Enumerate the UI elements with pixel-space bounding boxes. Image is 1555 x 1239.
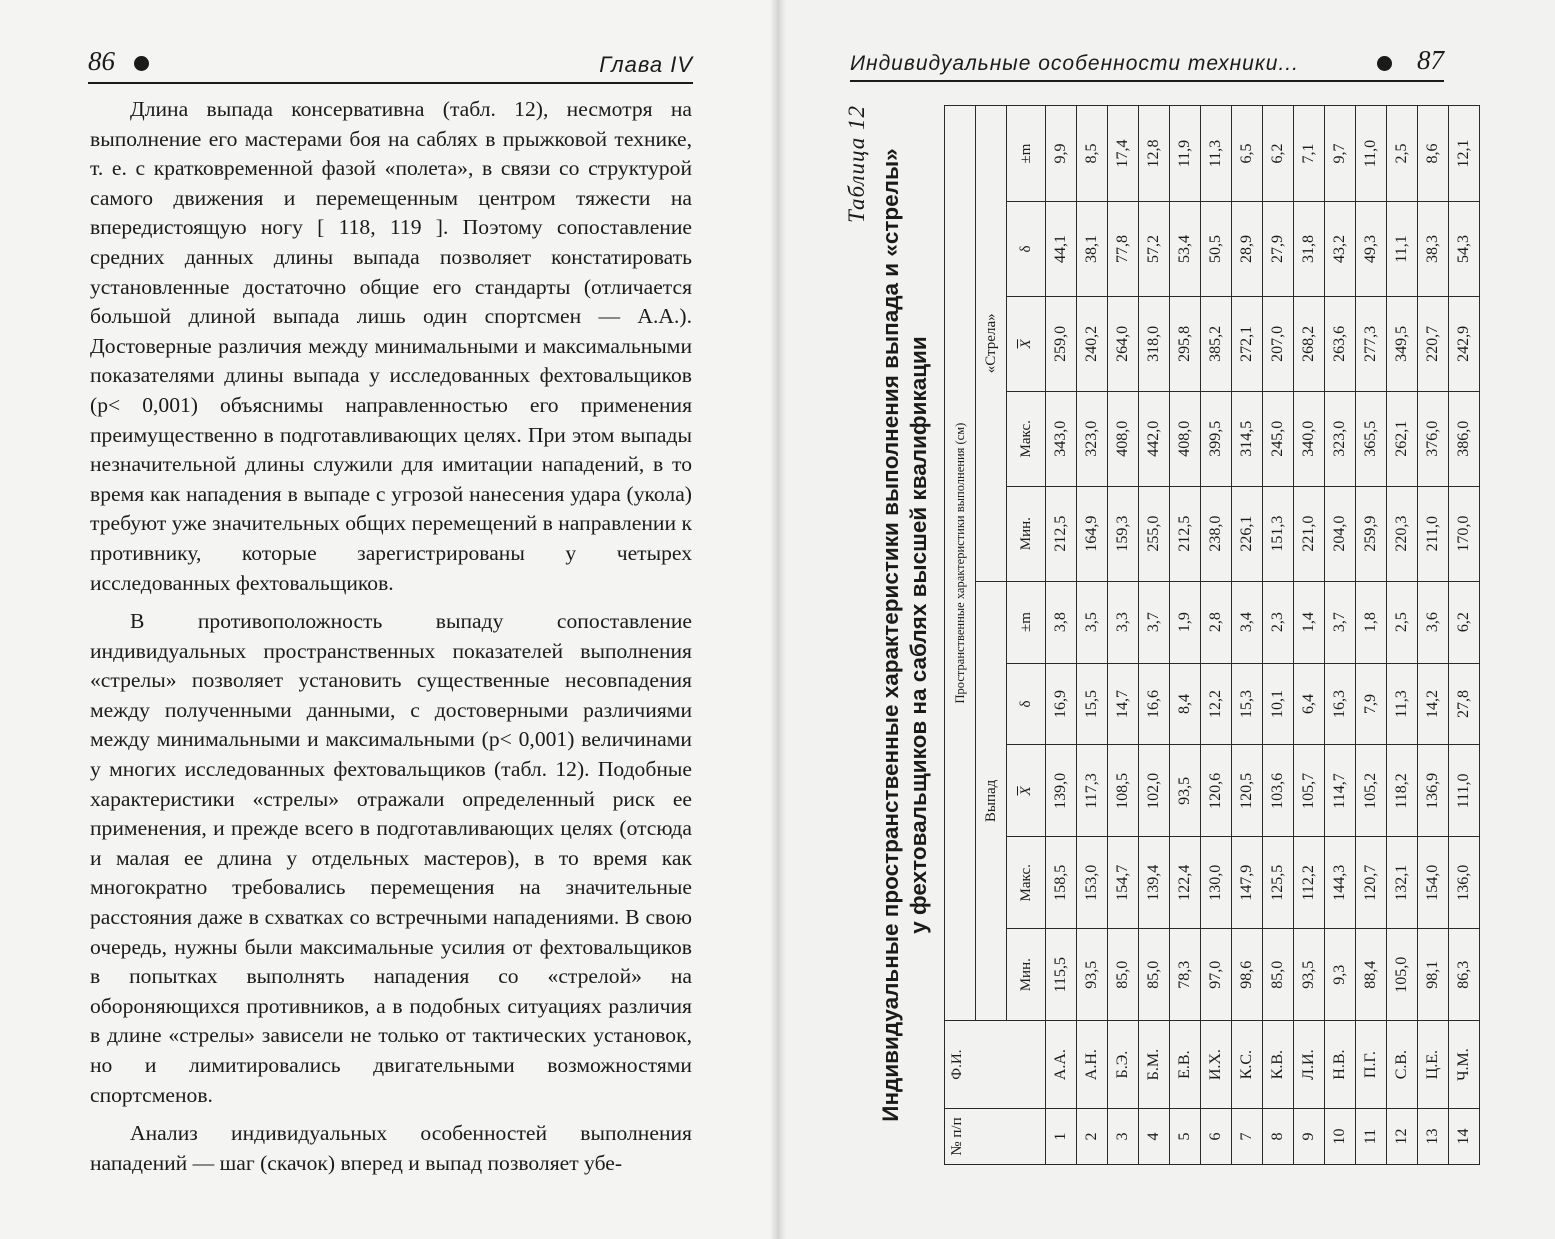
table-cell: 399,5: [1201, 391, 1232, 486]
table-cell: 97,0: [1201, 929, 1232, 1021]
table-cell: А.А.: [1046, 1021, 1077, 1109]
table-cell: 6,4: [1294, 663, 1325, 745]
table-cell: Ц.Е.: [1418, 1021, 1449, 1109]
table-cell: 15,5: [1077, 663, 1108, 745]
table-cell: 10,1: [1263, 663, 1294, 745]
table-title-line-2: у фехтовальщиков на саблях высшей квалификации: [906, 336, 931, 934]
header-lunge-mean: $\overline{X}$: [1007, 745, 1046, 837]
table-caption: Таблица 12: [844, 105, 869, 224]
table-cell: 7,9: [1356, 663, 1387, 745]
table-cell: 1,4: [1294, 581, 1325, 663]
table-row: [1077, 106, 1108, 1165]
table-cell: 245,0: [1263, 391, 1294, 486]
table-cell: 50,5: [1201, 202, 1232, 297]
table-cell: 86,3: [1449, 929, 1480, 1021]
table-cell: 255,0: [1139, 486, 1170, 581]
table-cell: 442,0: [1139, 391, 1170, 486]
table-cell: 144,3: [1325, 837, 1356, 929]
table-row: [1139, 106, 1170, 1165]
book-gutter: [770, 0, 786, 1239]
table-cell: 6,2: [1263, 106, 1294, 202]
table-cell: 349,5: [1387, 296, 1418, 391]
header-lunge-sd: δ: [1007, 663, 1046, 745]
table-cell: Б.М.: [1139, 1021, 1170, 1109]
table-row: [1232, 106, 1263, 1165]
table-cell: 9,3: [1325, 929, 1356, 1021]
table-cell: С.В.: [1387, 1021, 1418, 1109]
table-cell: 2: [1077, 1109, 1108, 1165]
table-cell: 8: [1263, 1109, 1294, 1165]
table-cell: 11,3: [1201, 106, 1232, 202]
table-cell: 3,5: [1077, 581, 1108, 663]
table-cell: 3,3: [1108, 581, 1139, 663]
table-row: [1108, 106, 1139, 1165]
header-name: Ф.И.: [945, 1021, 1046, 1109]
table-cell: 117,3: [1077, 745, 1108, 837]
table-cell: 3,7: [1139, 581, 1170, 663]
table-cell: 262,1: [1387, 391, 1418, 486]
table-row: [1294, 106, 1325, 1165]
table-cell: 125,5: [1263, 837, 1294, 929]
table-cell: 204,0: [1325, 486, 1356, 581]
table-cell: 98,6: [1232, 929, 1263, 1021]
table-cell: 112,2: [1294, 837, 1325, 929]
table-cell: 259,9: [1356, 486, 1387, 581]
table-cell: 93,5: [1170, 745, 1201, 837]
chapter-title: Глава IV: [599, 52, 693, 77]
table-cell: 318,0: [1139, 296, 1170, 391]
table-cell: Б.Э.: [1108, 1021, 1139, 1109]
data-table: [944, 105, 1480, 1165]
table-cell: 103,6: [1263, 745, 1294, 837]
table-cell: 38,1: [1077, 202, 1108, 297]
table-cell: 9: [1294, 1109, 1325, 1165]
body-text: [90, 95, 692, 1187]
table-cell: 7,1: [1294, 106, 1325, 202]
table-cell: Н.В.: [1325, 1021, 1356, 1109]
table-cell: 159,3: [1108, 486, 1139, 581]
table-cell: 264,0: [1108, 296, 1139, 391]
table-cell: 139,4: [1139, 837, 1170, 929]
table-cell: Ч.М.: [1449, 1021, 1480, 1109]
bullet-icon: [1377, 56, 1392, 71]
table-cell: 10: [1325, 1109, 1356, 1165]
table-cell: Л.И.: [1294, 1021, 1325, 1109]
table-cell: 154,0: [1418, 837, 1449, 929]
table-cell: 314,5: [1232, 391, 1263, 486]
table-cell: 207,0: [1263, 296, 1294, 391]
table-cell: 6: [1201, 1109, 1232, 1165]
table-cell: 11: [1356, 1109, 1387, 1165]
table-cell: 323,0: [1325, 391, 1356, 486]
table-cell: 220,3: [1387, 486, 1418, 581]
table-cell: 130,0: [1201, 837, 1232, 929]
table-cell: 259,0: [1046, 296, 1077, 391]
table-cell: 105,7: [1294, 745, 1325, 837]
table-cell: 212,5: [1046, 486, 1077, 581]
table-cell: 16,9: [1046, 663, 1077, 745]
table-cell: Е.В.: [1170, 1021, 1201, 1109]
table-cell: 220,7: [1418, 296, 1449, 391]
table-cell: 132,1: [1387, 837, 1418, 929]
table-cell: 12: [1387, 1109, 1418, 1165]
table-row: [1449, 106, 1480, 1165]
table-cell: 408,0: [1170, 391, 1201, 486]
table-cell: 238,0: [1201, 486, 1232, 581]
header-arrow-min: Мин.: [1007, 486, 1046, 581]
table-cell: 11,9: [1170, 106, 1201, 202]
table-cell: 105,2: [1356, 745, 1387, 837]
header-arrow-mean: $\overline{X}$: [1007, 296, 1046, 391]
table-cell: 9,9: [1046, 106, 1077, 202]
table-cell: 1: [1046, 1109, 1077, 1165]
table-cell: 120,5: [1232, 745, 1263, 837]
table-cell: 226,1: [1232, 486, 1263, 581]
table-cell: 11,1: [1387, 202, 1418, 297]
running-head: Индивидуальные особенности техники...: [850, 52, 1299, 75]
header-arrow-sd: δ: [1007, 202, 1046, 297]
table-cell: 120,6: [1201, 745, 1232, 837]
left-page-number: 86: [88, 46, 115, 76]
table-cell: 295,8: [1170, 296, 1201, 391]
table-cell: 111,0: [1449, 745, 1480, 837]
table-cell: 6,2: [1449, 581, 1480, 663]
table-cell: 6,5: [1232, 106, 1263, 202]
table-title: [877, 105, 933, 1165]
table-row: [1263, 106, 1294, 1165]
table-cell: 8,5: [1077, 106, 1108, 202]
table-cell: 386,0: [1449, 391, 1480, 486]
table-cell: 8,6: [1418, 106, 1449, 202]
table-cell: 11,3: [1387, 663, 1418, 745]
table-cell: 221,0: [1294, 486, 1325, 581]
table-cell: 158,5: [1046, 837, 1077, 929]
table-cell: 14,7: [1108, 663, 1139, 745]
table-cell: А.Н.: [1077, 1021, 1108, 1109]
table-cell: 268,2: [1294, 296, 1325, 391]
table-cell: 343,0: [1046, 391, 1077, 486]
table-cell: 114,7: [1325, 745, 1356, 837]
table-cell: К.В.: [1263, 1021, 1294, 1109]
table-cell: 3: [1108, 1109, 1139, 1165]
table-cell: 408,0: [1108, 391, 1139, 486]
header-rule: [88, 82, 693, 84]
table-cell: 85,0: [1108, 929, 1139, 1021]
header-rule: [850, 80, 1444, 82]
paragraph-2: В противоположность выпаду сопоставление индивидуальных пространственных показателей выполнения «стрелы» позволяет установить существенные несовпадения между полученными данными, с достоверными различиями между минимальными и максимальными (р< 0,001) величинами у многих исследованных фехтовальщиков (табл. 12). Подобные характеристики «стрелы» отражали определенный риск ее применения, и прежде всего в подготавливающих целях (отсюда и малая ее длина у отдельных мастеров), в то время как многократно требовались перемещения на значительные расстояния даже в схватках со встречными нападениями. В свою очередь, нужны были максимальные усилия от фехтовальщиков в попытках выполнять нападения со «стрелой» на обороняющихся противников, а в подобных ситуациях различия в длине «стрелы» зависели не только от тактических установок, но и лимитировались двигательными возможностями спортсменов.: [90, 609, 692, 1107]
table-row: [1418, 106, 1449, 1165]
table-cell: 154,7: [1108, 837, 1139, 929]
table-cell: 78,3: [1170, 929, 1201, 1021]
table-cell: 57,2: [1139, 202, 1170, 297]
table-cell: 13: [1418, 1109, 1449, 1165]
table-cell: 118,2: [1387, 745, 1418, 837]
table-cell: 108,5: [1108, 745, 1139, 837]
table-row: [1046, 106, 1077, 1165]
table-cell: 136,0: [1449, 837, 1480, 929]
table-cell: 12,8: [1139, 106, 1170, 202]
table-cell: 136,9: [1418, 745, 1449, 837]
table-row: [1387, 106, 1418, 1165]
table-cell: 31,8: [1294, 202, 1325, 297]
table-cell: 3,7: [1325, 581, 1356, 663]
table-cell: 212,5: [1170, 486, 1201, 581]
table-cell: 9,7: [1325, 106, 1356, 202]
table-cell: 38,3: [1418, 202, 1449, 297]
header-num: № п/п: [945, 1109, 1046, 1165]
table-cell: 43,2: [1325, 202, 1356, 297]
table-cell: 4: [1139, 1109, 1170, 1165]
left-running-header: [88, 44, 693, 84]
table-cell: 77,8: [1108, 202, 1139, 297]
bullet-icon: [134, 56, 149, 71]
table-cell: 12,1: [1449, 106, 1480, 202]
header-lunge-min: Мин.: [1007, 929, 1046, 1021]
right-page-number: 87: [1417, 45, 1444, 75]
table-cell: К.С.: [1232, 1021, 1263, 1109]
table-cell: 122,4: [1170, 837, 1201, 929]
table-cell: 5: [1170, 1109, 1201, 1165]
table-cell: 376,0: [1418, 391, 1449, 486]
right-running-header: [850, 44, 1444, 82]
table-cell: 120,7: [1356, 837, 1387, 929]
table-cell: 12,2: [1201, 663, 1232, 745]
table-row: [1356, 106, 1387, 1165]
header-lunge: Выпад: [976, 581, 1007, 1021]
table-cell: 105,0: [1387, 929, 1418, 1021]
table-cell: 1,9: [1170, 581, 1201, 663]
table-cell: 385,2: [1201, 296, 1232, 391]
table-cell: 2,3: [1263, 581, 1294, 663]
table-cell: 102,0: [1139, 745, 1170, 837]
table-cell: 153,0: [1077, 837, 1108, 929]
table-cell: 28,9: [1232, 202, 1263, 297]
table-row: [1170, 106, 1201, 1165]
table-cell: 272,1: [1232, 296, 1263, 391]
table-cell: 8,4: [1170, 663, 1201, 745]
table-title-line-1: Индивидуальные пространственные характеристики выполнения выпада и «стрелы»: [878, 148, 903, 1122]
table-cell: 98,1: [1418, 929, 1449, 1021]
table-cell: 139,0: [1046, 745, 1077, 837]
table-cell: 16,6: [1139, 663, 1170, 745]
table-cell: 17,4: [1108, 106, 1139, 202]
table-cell: П.Г.: [1356, 1021, 1387, 1109]
table-cell: 365,5: [1356, 391, 1387, 486]
table-cell: 54,3: [1449, 202, 1480, 297]
header-arrow-max: Макс.: [1007, 391, 1046, 486]
table-cell: И.Х.: [1201, 1021, 1232, 1109]
table-row: [1201, 106, 1232, 1165]
header-lunge-max: Макс.: [1007, 837, 1046, 929]
table-cell: 3,6: [1418, 581, 1449, 663]
table-cell: 49,3: [1356, 202, 1387, 297]
table-cell: 93,5: [1294, 929, 1325, 1021]
header-lunge-sem: ±m: [1007, 581, 1046, 663]
table-cell: 11,0: [1356, 106, 1387, 202]
table-cell: 1,8: [1356, 581, 1387, 663]
table-cell: 7: [1232, 1109, 1263, 1165]
rotated-table-block: [844, 105, 1472, 1165]
header-arrow-sem: ±m: [1007, 106, 1046, 202]
table-cell: 211,0: [1418, 486, 1449, 581]
table-cell: 340,0: [1294, 391, 1325, 486]
table-cell: 2,5: [1387, 581, 1418, 663]
table-cell: 151,3: [1263, 486, 1294, 581]
table-cell: 3,8: [1046, 581, 1077, 663]
table-cell: 53,4: [1170, 202, 1201, 297]
table-row: [1325, 106, 1356, 1165]
table-cell: 16,3: [1325, 663, 1356, 745]
table-cell: 147,9: [1232, 837, 1263, 929]
paragraph-3: Анализ индивидуальных особенностей выполнения нападений — шаг (скачок) вперед и выпад позволяет убе-: [90, 1121, 692, 1175]
table-cell: 15,3: [1232, 663, 1263, 745]
table-cell: 27,9: [1263, 202, 1294, 297]
table-cell: 85,0: [1139, 929, 1170, 1021]
table-cell: 3,4: [1232, 581, 1263, 663]
table-cell: 115,5: [1046, 929, 1077, 1021]
table-cell: 93,5: [1077, 929, 1108, 1021]
table-cell: 242,9: [1449, 296, 1480, 391]
paragraph-1: Длина выпада консервативна (табл. 12), несмотря на выполнение его мастерами боя на саблях в прыжковой технике, т. е. с кратковременной фазой «полета», в связи со структурой самого движения и перемещенным центром тяжести на впередистоящую ногу [ 118, 119 ]. Поэтому сопоставление средних данных длины выпада позволяет констатировать установленные достаточно общие его стандарты (отличается большой длиной выпада лишь один спортсмен — А.А.). Достоверные различия между минимальными и максимальными показателями длины выпада у исследованных фехтовальщиков (р< 0,001) объяснимы направленностью его применения преимущественно в подготавливающих целях. При этом выпады незначительной длины служили для имитации нападений, в то время как нападения в выпаде с угрозой нанесения удара (укола) требуют уже значительных общих перемещений в направлении к противнику, которые зарегистрированы у четырех исследованных фехтовальщиков.: [90, 97, 692, 595]
table-body: [1046, 106, 1480, 1165]
table-cell: 2,8: [1201, 581, 1232, 663]
table-cell: 164,9: [1077, 486, 1108, 581]
table-cell: 27,8: [1449, 663, 1480, 745]
header-arrow: «Стрела»: [976, 106, 1007, 582]
table-cell: 323,0: [1077, 391, 1108, 486]
table-cell: 263,6: [1325, 296, 1356, 391]
table-cell: 170,0: [1449, 486, 1480, 581]
table-cell: 14,2: [1418, 663, 1449, 745]
table-cell: 14: [1449, 1109, 1480, 1165]
table-cell: 44,1: [1046, 202, 1077, 297]
table-cell: 240,2: [1077, 296, 1108, 391]
table-cell: 277,3: [1356, 296, 1387, 391]
table-cell: 88,4: [1356, 929, 1387, 1021]
header-group: Пространственные характеристики выполнения (см): [945, 106, 976, 1021]
table-cell: 85,0: [1263, 929, 1294, 1021]
table-cell: 2,5: [1387, 106, 1418, 202]
